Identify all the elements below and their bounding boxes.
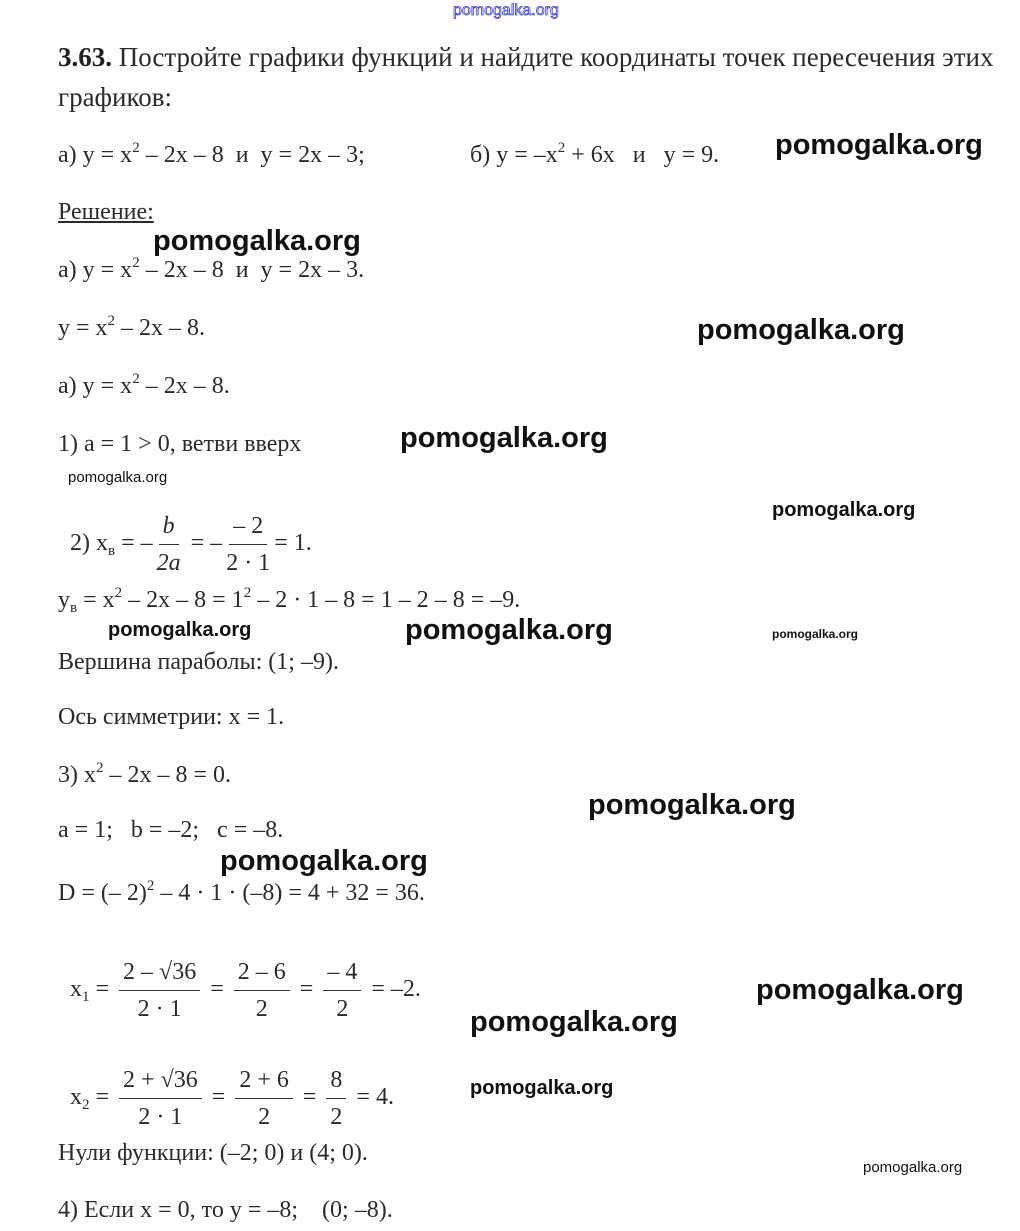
solution-line: Вершина параболы: (1; –9).	[58, 649, 339, 675]
text-segment: 2	[243, 585, 252, 601]
text-segment: 2	[96, 760, 104, 776]
solution-line	[58, 255, 365, 283]
text-segment: – 2x – 8 и y = 2x – 3.	[139, 257, 365, 283]
text-segment: =	[89, 1084, 116, 1111]
text-segment: – 2x – 8.	[115, 315, 206, 341]
watermark-top: pomogalka.org	[453, 2, 559, 19]
watermark: pomogalka.org	[772, 627, 859, 641]
text-segment: 2 – √36	[119, 960, 200, 991]
text-segment: 2	[114, 585, 123, 601]
text-segment: 2	[258, 1104, 271, 1130]
watermark: pomogalka.org	[108, 619, 252, 641]
solution-line: 4) Если x = 0, то y = –8; (0; –8).	[58, 1197, 393, 1223]
text-segment: – 2x – 8 и y = 2x – 3;	[139, 142, 365, 168]
text-segment: 2 + 6	[235, 1068, 293, 1099]
text-segment: =	[205, 1084, 232, 1111]
fraction	[323, 960, 361, 1021]
problem-title-line2: графиков:	[58, 82, 172, 112]
text-segment: 2	[107, 313, 116, 329]
text-segment: = –	[184, 530, 223, 557]
text-segment: 2	[336, 996, 349, 1022]
text-segment: – 2	[229, 514, 267, 545]
fraction	[326, 1068, 346, 1129]
text-segment: 2	[132, 255, 140, 271]
text-segment: 2) x	[70, 530, 108, 557]
watermark: pomogalka.org	[400, 422, 608, 454]
text-segment: = –	[115, 530, 153, 557]
fraction	[235, 1068, 293, 1129]
text-segment: = 4.	[350, 1084, 394, 1111]
text-segment: а) y = x	[58, 373, 133, 399]
text-segment: D = (– 2)	[58, 880, 147, 906]
problem-text: Постройте графики функций и найдите координаты точек пересечения этих	[112, 42, 994, 72]
watermark: pomogalka.org	[588, 789, 796, 821]
text-segment: – 2x – 8 = 0.	[103, 762, 232, 788]
watermark: pomogalka.org	[775, 129, 983, 161]
solution-line	[58, 371, 230, 399]
text-segment: =	[293, 976, 320, 1003]
text-segment: 2 · 1	[138, 1104, 183, 1130]
text-segment: – 4 · 1 · (–8) = 4 + 32 = 36.	[154, 880, 425, 906]
problem-title-line1	[58, 44, 993, 71]
watermark: pomogalka.org	[470, 1006, 678, 1038]
watermark: pomogalka.org	[153, 225, 361, 257]
text-segment: а) y = x	[58, 257, 133, 283]
text-segment: 2 · 1	[137, 996, 182, 1022]
fraction	[234, 960, 290, 1021]
solution-line-x2	[58, 1044, 394, 1129]
solution-line: Ось симметрии: x = 1.	[58, 704, 285, 730]
text-segment: а) y = x	[58, 142, 133, 168]
task-a	[58, 140, 365, 168]
fraction	[119, 1068, 202, 1129]
text-segment: 8	[326, 1068, 346, 1099]
text-segment: в	[70, 600, 78, 616]
solution-line	[58, 313, 206, 341]
text-segment: b	[159, 514, 179, 545]
fraction	[119, 960, 200, 1021]
text-segment: 2	[255, 996, 268, 1022]
text-segment: 1	[82, 989, 90, 1006]
watermark: pomogalka.org	[470, 1077, 614, 1099]
text-segment: 2 + √36	[119, 1068, 202, 1099]
text-segment: = –2.	[365, 976, 421, 1003]
text-segment: – 2x – 8.	[139, 373, 230, 399]
text-segment: x	[70, 1084, 82, 1111]
watermark: pomogalka.org	[220, 845, 428, 877]
text-segment: 2	[132, 140, 140, 156]
text-segment: – 4	[323, 960, 361, 991]
text-segment: = 1.	[274, 530, 312, 557]
watermark: pomogalka.org	[756, 974, 964, 1006]
solution-line	[58, 878, 425, 906]
watermark: pomogalka.org	[68, 469, 168, 486]
watermark: pomogalka.org	[863, 1159, 963, 1176]
text-segment: 2	[82, 1097, 90, 1114]
text-segment: 2a	[156, 550, 181, 576]
fraction	[157, 514, 181, 575]
watermark: pomogalka.org	[697, 314, 905, 346]
text-segment: = x	[77, 587, 115, 613]
solution-line-vertex-x	[58, 490, 312, 575]
problem-number: 3.63.	[58, 42, 112, 72]
solution-line	[58, 760, 232, 788]
text-segment: 2	[557, 140, 566, 156]
solution-line-x1	[58, 936, 421, 1021]
watermark: pomogalka.org	[405, 614, 613, 646]
text-segment: x	[70, 976, 82, 1003]
text-segment: =	[204, 976, 230, 1003]
fraction	[226, 514, 270, 575]
text-segment: 2 · 1	[226, 550, 271, 576]
text-segment: 2	[132, 371, 140, 387]
solution-line: 1) a = 1 > 0, ветви вверх	[58, 431, 302, 457]
solution-heading: Решение:	[58, 199, 154, 225]
solution-line-vertex-y	[58, 585, 521, 616]
task-b	[470, 140, 720, 168]
text-segment: y	[58, 587, 70, 613]
text-segment: =	[89, 976, 116, 1003]
text-segment: – 2 · 1 – 8 = 1 – 2 – 8 = –9.	[251, 587, 521, 613]
text-segment: y = x	[58, 315, 108, 341]
text-segment: в	[108, 543, 116, 560]
text-segment: 2	[330, 1104, 343, 1130]
text-segment: б) y = –x	[470, 142, 558, 168]
text-segment: 3) x	[58, 762, 96, 788]
text-segment: 2	[146, 878, 155, 894]
solution-line: a = 1; b = –2; c = –8.	[58, 817, 284, 843]
text-segment: – 2x – 8 = 1	[122, 587, 244, 613]
text-segment: + 6x и y = 9.	[565, 142, 720, 168]
watermark: pomogalka.org	[772, 499, 916, 521]
text-segment: =	[296, 1084, 323, 1111]
text-segment: 2 – 6	[234, 960, 290, 991]
solution-line: Нули функции: (–2; 0) и (4; 0).	[58, 1140, 368, 1166]
